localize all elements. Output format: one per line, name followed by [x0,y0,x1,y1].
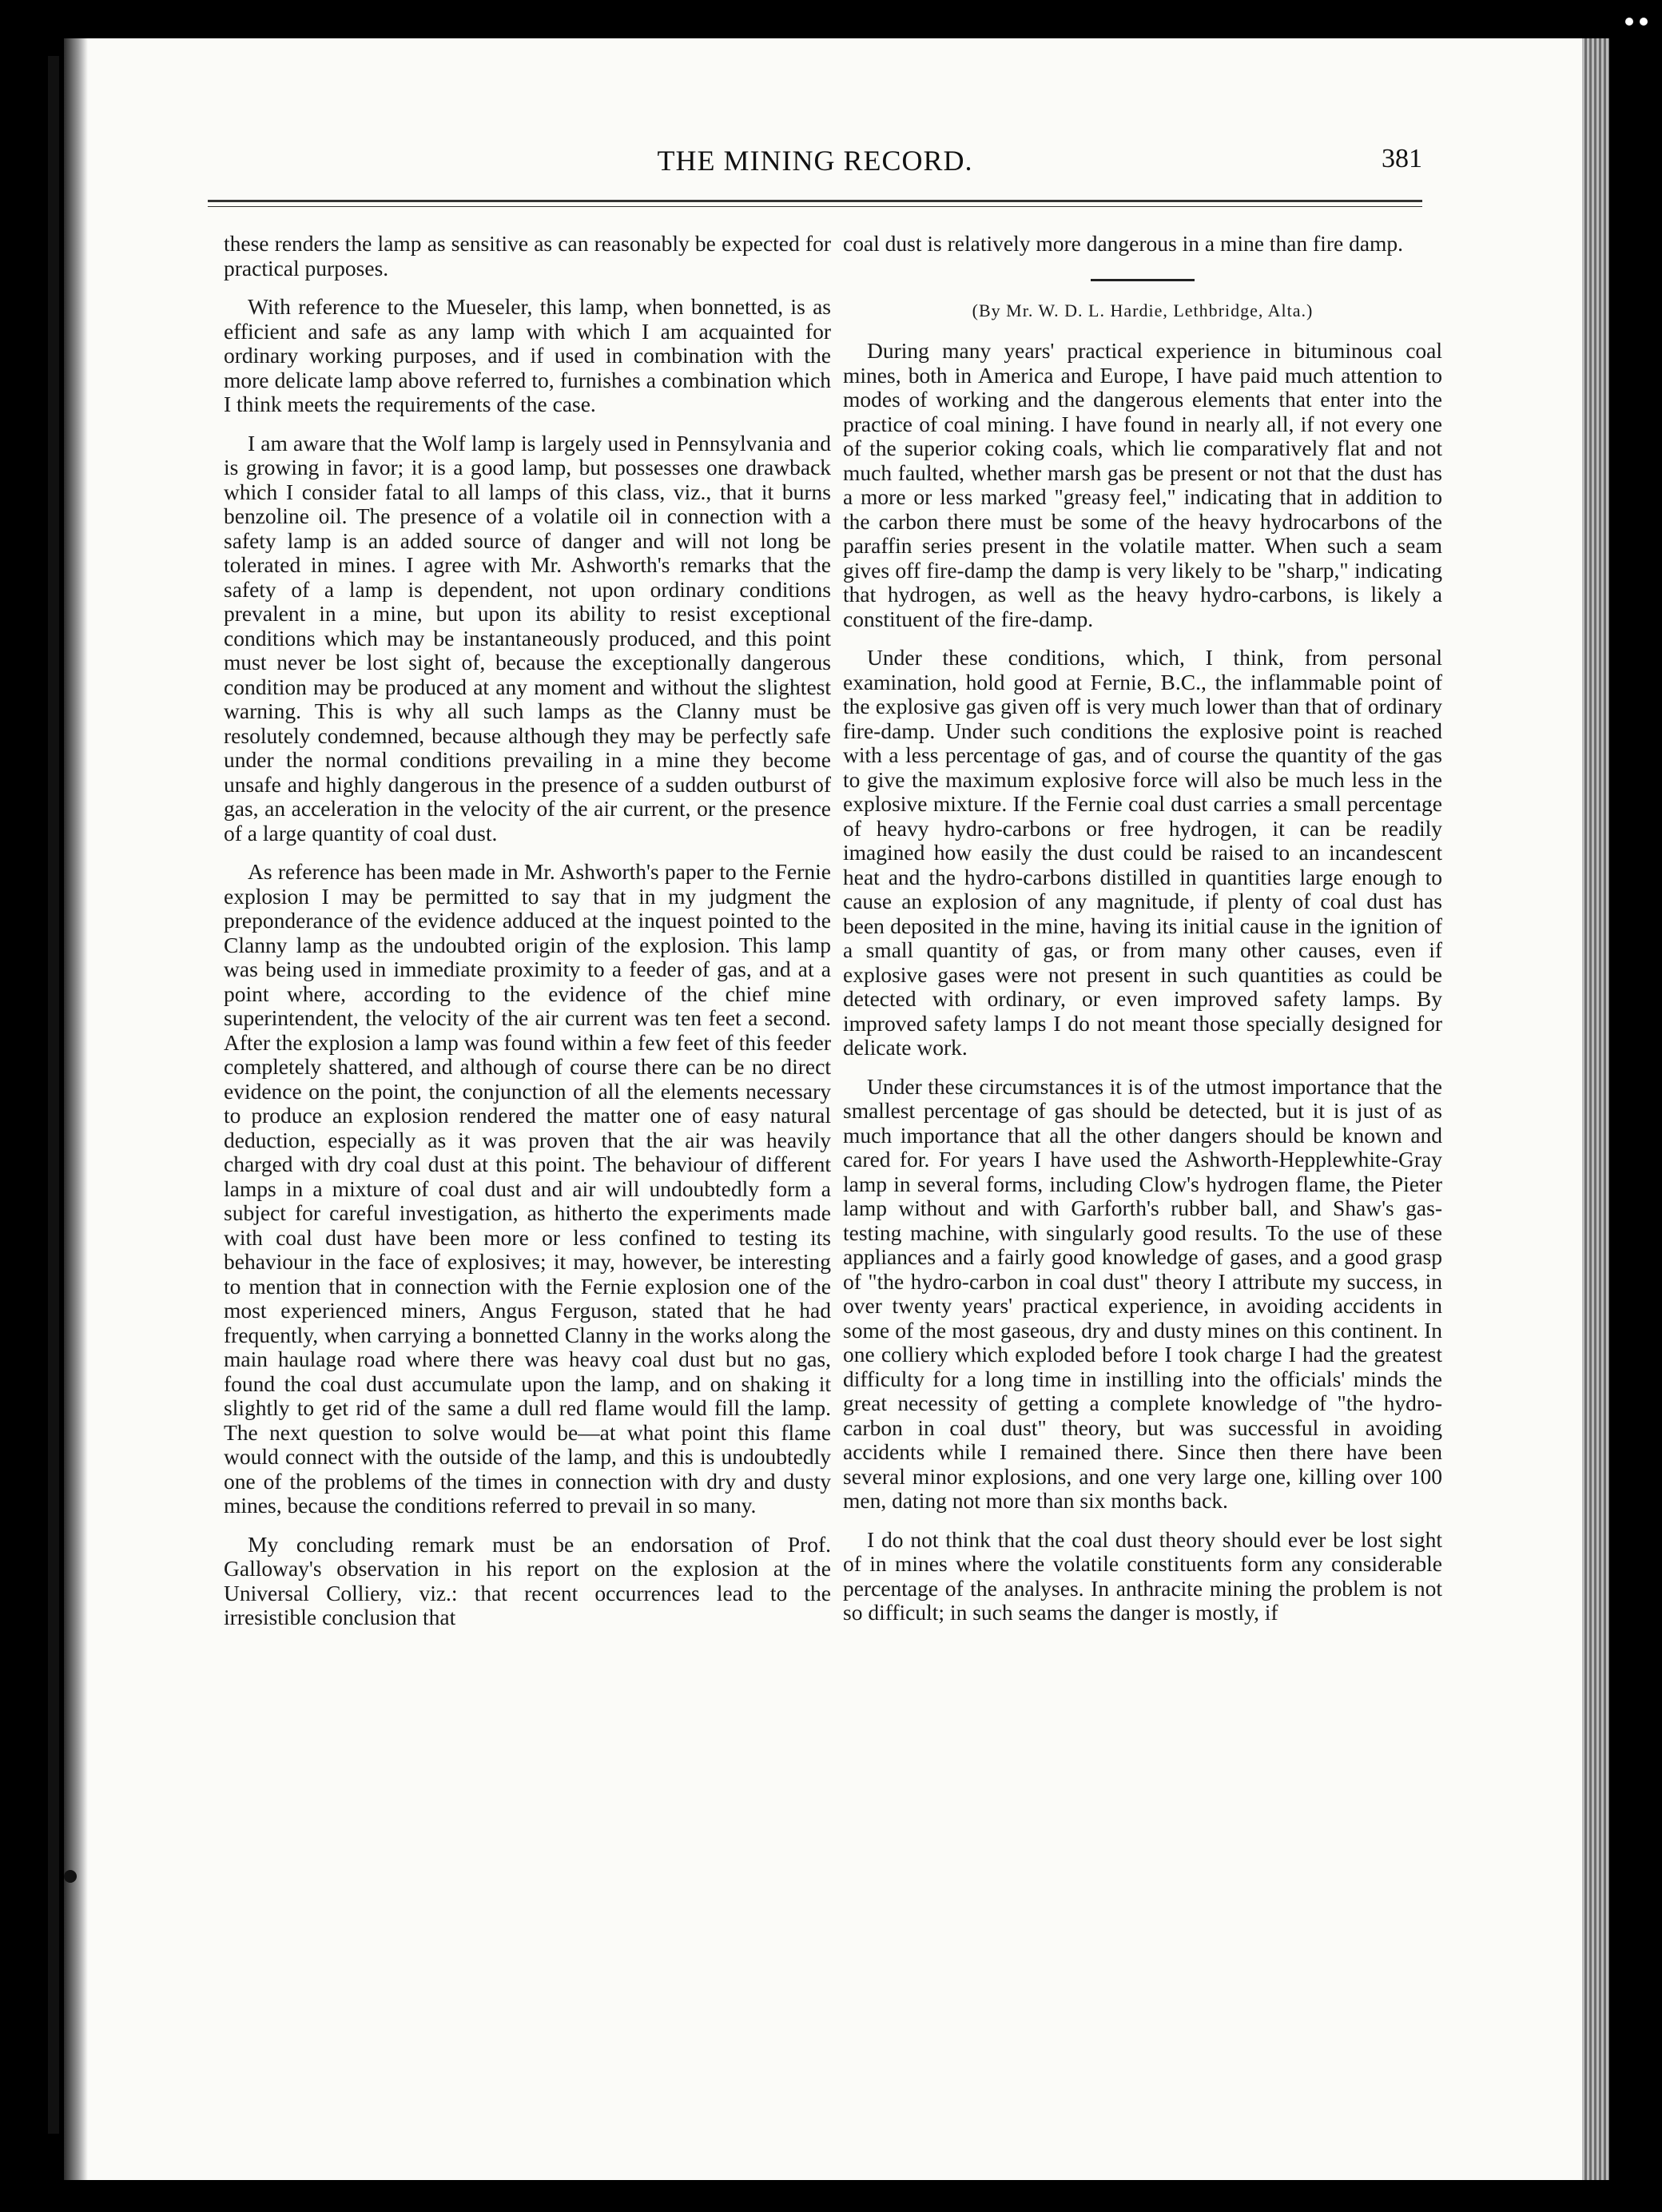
paragraph: Under these circumstances it is of the utmost importance that the smallest percentage of gas should be detected, but it is just of as much importance that all the other dangers should be known and cared for. For years I have used the Ashworth-Hepplewhite-Gray lamp in several forms, including Clow's hydrogen flame, the Pieter lamp without and with Garforth's rubber ball, and Shaw's gas-testing machine, with singularly good results. To the use of these appliances and a fairly good knowledge of gases, and a good grasp of "the hydro-carbon in coal dust" theory I attribute my success, in over twenty years' practical experience, in avoiding accidents in some of the most gaseous, dry and dusty mines on this continent. In one colliery which exploded before I took charge I had the greatest difficulty for a long time in instilling into the officials' minds the great necessity of getting a complete knowledge of "the hydro-carbon in coal dust" theory, but was successful in avoiding accidents while I remained there. Since then there have been several minor explosions, and one very large one, killing over 100 men, dating not more than six months back. [843,1073,1442,1513]
scan-mark [1625,18,1633,26]
scan-mark [64,1870,77,1883]
page-header [208,144,1422,192]
author-byline: (By Mr. W. D. L. Hardie, Lethbridge, Alta.) [972,300,1314,320]
paragraph: I am aware that the Wolf lamp is largely used in Pennsylvania and is growing in favor; it is a good lamp, but possesses one drawback which I consider fatal to all lamps of this class, viz., that it burns benzoline oil. The presence of a volatile oil in connection with a safety lamp is an added source of danger and will not long be tolerated in mines. I agree with Mr. Ashworth's remarks that the safety of a lamp is dependent, not upon ordinary conditions prevalent in a mine, but upon its ability to resist exceptional conditions which may be instantaneously produced, and this point must never be lost sight of, because the exceptionally dangerous condition may be produced at any moment and without the slightest warning. This is why all such lamps as the Clanny must be resolutely condemned, because although they may be perfectly safe under the normal conditions prevailing in a mine they become unsafe and highly dangerous in the presence of a sudden outburst of gas, an acceleration in the velocity of the air current, or the presence of a large quantity of coal dust. [224,430,831,845]
journal-title: THE MINING RECORD. [657,145,973,177]
paragraph: As reference has been made in Mr. Ashworth's paper to the Fernie explosion I may be permitted to say that in my judgment the preponderance of the evidence adduced at the inquest pointed to the Clanny lamp as the undoubted origin of the explosion. This lamp was being used in immediate proximity to a feeder of gas, and at a point where, according to the evidence of the chief mine superintendent, the velocity of the air current was ten feet a second. After the explosion a lamp was found within a few feet of this feeder completely shattered, and although of course there can be no direct evidence on the point, the conjunction of all the elements necessary to produce an explosion rendered the matter one of easy natural deduction, especially as it was proven that the air was heavily charged with dry coal dust at this point. The behaviour of different lamps in a mixture of coal dust and air will undoubtedly form a subject for careful investigation, as hitherto the experiments made with coal dust have been more or less confined to testing its behaviour in the face of explosives; it may, however, be interesting to mention that in connection with the Fernie explosion one of the most experienced miners, Angus Ferguson, stated that he had frequently, when carrying a bonnetted Clanny in the works along the main haulage road where there was heavy coal dust but no gas, found the coal dust accumulate upon the lamp, and on shaking it slightly to get rid of the same a dull red flame would fill the lamp. The next question to solve would be—at what point this flame would connect with the outside of the lamp, and this is undoubtedly one of the problems of the times in connection with dry and dusty mines, because the conditions referred to prevail in so many. [224,859,831,1518]
header-rule-bottom [208,206,1422,207]
paragraph: Under these conditions, which, I think, from personal examination, hold good at Fernie, B.C., the inflammable point of the explosive gas given off is very much lower than that of ordinary fire-damp. Under such conditions the explosive point is reached with a less percentage of gas, and of course the quantity of the gas to give the maximum explosive force will also be much less in the explosive mixture. If the Fernie coal dust carries a small percentage of heavy hydro-carbons or free hydrogen, it can be readily imagined how easily the dust could be raised to an incandescent heat and the hydro-carbons distilled in quantities large enough to cause an explosion of any magnitude, if plenty of coal dust has been deposited in the mine, having its initial cause in the ignition of a small quantity of gas, or from many other causes, even if explosive gases were not present in such quantities as could be detected with ordinary, or even improved safety lamps. By improved safety lamps I do not meant those specially designed for delicate work. [843,645,1442,1060]
section-separator [1091,279,1195,281]
left-column [224,232,831,1645]
paragraph: coal dust is relatively more dangerous in a mine than fire damp. [843,231,1404,256]
header-rule-top [208,200,1422,202]
scan-mark [1640,18,1648,26]
scan-margin-bar [48,56,59,2134]
scan-background [1609,32,1662,2212]
paragraph: My concluding remark must be an endorsation of Prof. Galloway's observation in his report on the explosion at the Universal Colliery, viz.: that recent occurrences lead to the irresistible conclusion that [224,1531,831,1629]
right-column [843,232,1442,1640]
paragraph: With reference to the Mueseler, this lamp, when bonnetted, is as efficient and safe as any lamp with which I am acquainted for ordinary working purposes, and if used in combination with the more delicate lamp above referred to, furnishes a combination which I think meets the requirements of the case. [224,294,831,416]
page-number: 381 [1382,144,1422,173]
page-binding-shadow [64,38,88,2180]
paragraph: During many years' practical experience in bituminous coal mines, both in America and Europe, I have paid much attention to modes of working and the dangerous elements that enter into the practice of coal mining. I have found in nearly all, if not every one of the superior coking coals, which lie comparatively flat and not much faulted, whether marsh gas be present or not that the dust has a more or less marked "greasy feel," indicating that in addition to the carbon there must be some of the heavy hydrocarbons of the paraffin series present in the volatile matter. When such a seam gives off fire-damp the damp is very likely to be "sharp," indicating that hydrogen, as well as the heavy hydro-carbons, is likely a constituent of the fire-damp. [843,338,1442,631]
page-stack-edge [1582,38,1609,2180]
paragraph: these renders the lamp as sensitive as can reasonably be expected for practical purposes. [224,231,831,280]
paragraph: I do not think that the coal dust theory should ever be lost sight of in mines where the volatile constituents form any considerable percentage of the analyses. In anthracite mining the problem is not so difficult; in such seams the danger is mostly, if [843,1526,1442,1625]
